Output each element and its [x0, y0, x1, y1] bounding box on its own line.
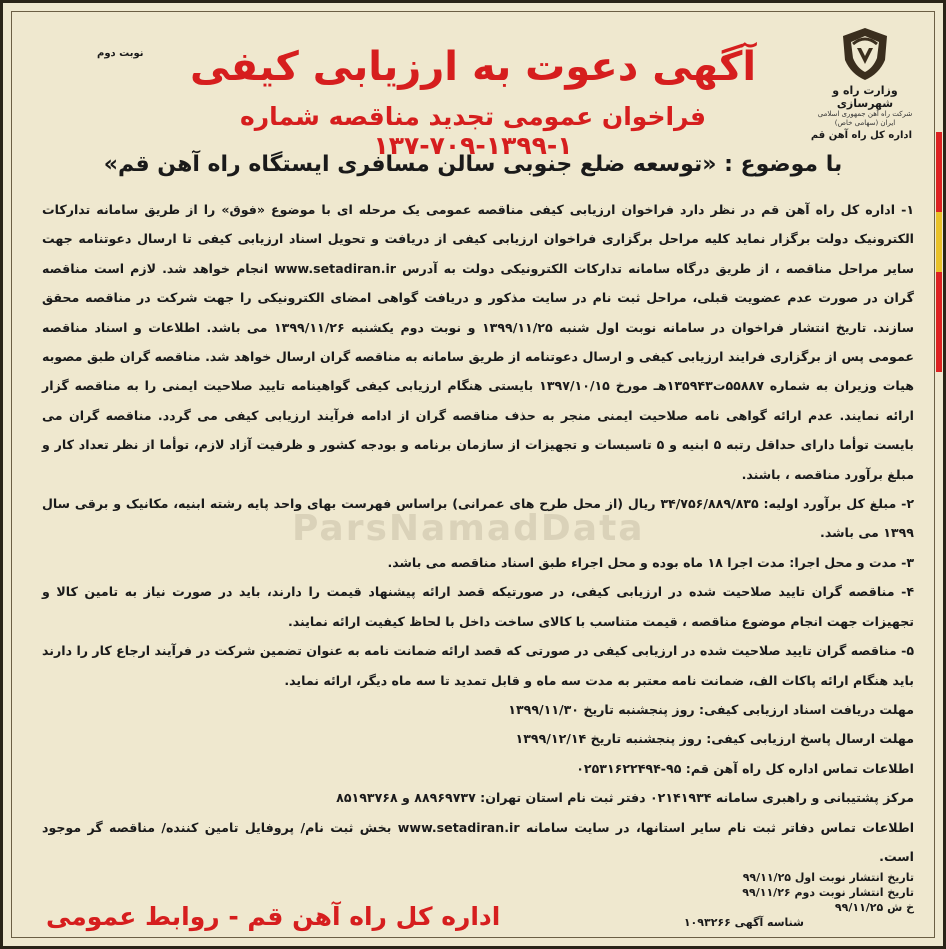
publish-date-2: تاریخ انتشار نوبت دوم ۹۹/۱۱/۲۶: [742, 886, 914, 899]
railway-logo: [810, 26, 920, 128]
office-name: اداره کل راه آهن قم: [810, 130, 912, 141]
color-strip-yellow: [936, 212, 942, 272]
ad-body: [42, 195, 914, 871]
clause-5: ۵- مناقصه گران تایید صلاحیت شده در ارزیابی کیفی در صورتی که قصد ارائه ضمانت نامه به عنوان تضمین شرکت در فرآیند ارجاع کار را دارند باید هنگام ارائه پاکات الف، ضمانت نامه معتبر به مدت سه ماه و قابل تمدید تا سه ماه دیگر، ارائه نماید.: [42, 643, 914, 688]
clause-4: ۴- مناقصه گران تایید صلاحیت شده در ارزیابی کیفی، در صورتیکه قصد ارائه پیشنهاد قیمت را دارند، باید در صورت نیاز به تامین کالا و تجهیزات جهت انجام موضوع مناقصه ، قیمت متناسب با کالای ساخت داخل با لحاظ کیفیت ارائه نمایند.: [42, 584, 914, 629]
support-info: مرکز پشتیبانی و راهبری سامانه ۰۲۱۴۱۹۳۴ دفتر ثبت نام استان تهران: ۸۸۹۶۹۷۳۷ و ۸۵۱۹۳۷۶۸: [336, 790, 914, 806]
ad-subject: با موضوع : «توسعه ضلع جنوبی سالن مسافری ایستگاه راه آهن قم»: [103, 152, 843, 177]
publish-dates: [742, 870, 914, 915]
publish-date-1: تاریخ انتشار نوبت اول ۹۹/۱۱/۲۵: [742, 871, 914, 884]
clause-1: ۱- اداره کل راه آهن قم در نظر دارد فراخوان ارزیابی کیفی مناقصه عمومی یک مرحله ای با موضوع «فوق» را از طریق سامانه تدارکات الکترونیک دولت برگزار نماید کلیه مراحل برگزاری فراخوان ارزیابی کیفی از دریافت و تحویل اسناد ارزیابی کیفی تا ارسال دعوتنامه جهت سایر مراحل مناقصه ، از طریق درگاه سامانه تدارکات الکترونیکی دولت به آدرس www.setadiran.ir انجام خواهد شد. لازم است مناقصه گران در صورت عدم عضویت قبلی، مراحل ثبت نام در سایت مذکور و دریافت گواهی امضای الکترونیکی را جهت شرکت در مناقصه محقق سازند. تاریخ انتشار فراخوان در سامانه نوبت اول شنبه ۱۳۹۹/۱۱/۲۵ و نوبت دوم یکشنبه ۱۳۹۹/۱۱/۲۶ می باشد. اطلاعات و اسناد مناقصه عمومی پس از برگزاری فرایند ارزیابی کیفی و ارسال دعوتنامه از طریق سامانه به مناقصه گران ارسال خواهد شد. مناقصه گران طبق مصوبه هیات وزیران به شماره ۵۵۸۸۷ت۱۳۵۹۴۳هـ مورخ ۱۳۹۷/۱۰/۱۵ بایستی هنگام ارزیابی کیفی گواهینامه تایید صلاحیت ایمنی را به مناقصه گزار ارائه نمایند. عدم ارائه گواهی نامه صلاحیت ایمنی منجر به حذف مناقصه گران از ادامه فرآیند ارزیابی کیفی می گردد. مناقصه گران می بایست توأما دارای حداقل رتبه ۵ ابنیه و ۵ تاسیسات و تجهیزات از سازمان برنامه و بودجه کشور و ظرفیت آزاد لازم، توأما از نظر تعداد کار و مبلغ برآورد مناقصه ، باشند.: [42, 202, 915, 482]
company-name: شرکت راه آهن جمهوری اسلامی ایران (سهامی خاص): [817, 110, 913, 127]
deadline-send: مهلت ارسال پاسخ ارزیابی کیفی: روز پنجشنبه تاریخ ۱۳۹۹/۱۲/۱۴: [515, 731, 914, 747]
railway-emblem-icon: [839, 26, 891, 82]
contact-info: اطلاعات تماس اداره کل راه آهن قم: ۹۵-۰۲۵۳۱۶۲۲۴۹۴: [576, 760, 914, 776]
ad-title: آگهی دعوت به ارزیابی کیفی: [189, 44, 757, 90]
ad-signature: اداره کل راه آهن قم - روابط عمومی: [46, 902, 501, 931]
ministry-name: وزارت راه و شهرسازی: [832, 84, 898, 110]
publish-date-3: خ ش ۹۹/۱۱/۲۵: [834, 901, 914, 914]
offices-info: اطلاعات تماس دفاتر ثبت نام سایر استانها، در سایت سامانه www.setadiran.ir بخش ثبت نام/ پروفایل تامین کننده/ مناقصه گر موجود است.: [42, 819, 915, 864]
ad-header: [12, 12, 934, 160]
clause-2: ۲- مبلغ کل برآورد اولیه: ۳۴/۷۵۶/۸۸۹/۸۳۵ ریال (از محل طرح های عمرانی) براساس فهرست بهای واحد پایه رشته ابنیه، مکانیک و برقی سال ۱۳۹۹ می باشد.: [42, 496, 914, 541]
clause-3: ۳- مدت و محل اجرا: مدت اجرا ۱۸ ماه بوده و محل اجراء طبق اسناد مناقصه می باشد.: [387, 554, 914, 570]
tender-number: فراخوان عمومی تجدید مناقصه شماره ۱-۱۳۹۹-۷۰۹-۱۳۷: [240, 102, 706, 160]
ad-frame: [11, 11, 935, 938]
issue-label: نوبت دوم: [97, 48, 144, 59]
ad-id: شناسه آگهی ۱۰۹۳۲۶۶: [683, 916, 804, 929]
deadline-receive: مهلت دریافت اسناد ارزیابی کیفی: روز پنجشنبه تاریخ ۱۳۹۹/۱۱/۳۰: [508, 701, 914, 717]
watermark: ParsNamadData: [292, 508, 645, 549]
